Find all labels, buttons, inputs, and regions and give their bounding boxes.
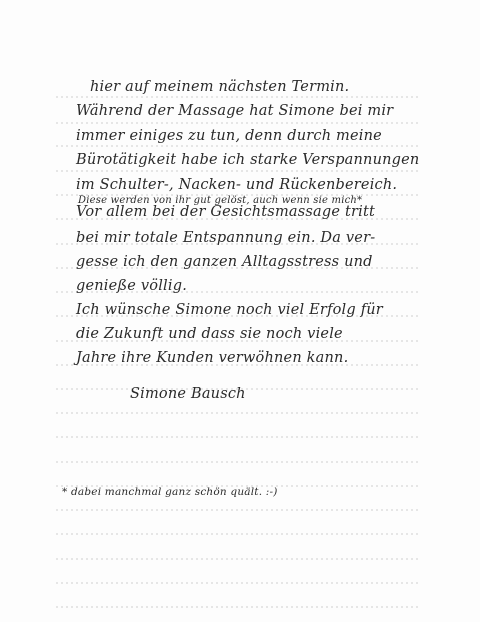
text-line-3: immer einiges zu tun, denn durch meine bbox=[76, 128, 382, 144]
text-line-4: Bürotätigkeit habe ich starke Verspannungen bbox=[76, 152, 420, 168]
text-line-7: bei mir totale Entspannung ein. Da ver- bbox=[76, 230, 376, 246]
text-line-9: genieße völlig. bbox=[76, 278, 188, 294]
text-line-12: Jahre ihre Kunden verwöhnen kann. bbox=[76, 350, 349, 366]
text-line-5: im Schulter-, Nacken- und Rückenbereich. bbox=[76, 177, 398, 193]
text-line-1: hier auf meinem nächsten Termin. bbox=[90, 79, 350, 95]
text-line-6: Vor allem bei der Gesichtsmassage tritt bbox=[76, 204, 375, 220]
footnote: * dabei manchmal ganz schön quält. :-) bbox=[62, 486, 278, 498]
text-line-11: die Zukunft und dass sie noch viele bbox=[76, 326, 343, 342]
text-line-2: Während der Massage hat Simone bei mir bbox=[76, 103, 394, 119]
text-line-inserted: Diese werden von ihr gut gelöst, auch wenn sie mich* bbox=[78, 195, 363, 206]
text-line-10: Ich wünsche Simone noch viel Erfolg für bbox=[76, 302, 383, 318]
text-line-8: gesse ich den ganzen Alltagsstress und bbox=[76, 254, 373, 270]
signature: Simone Bausch bbox=[130, 386, 246, 402]
